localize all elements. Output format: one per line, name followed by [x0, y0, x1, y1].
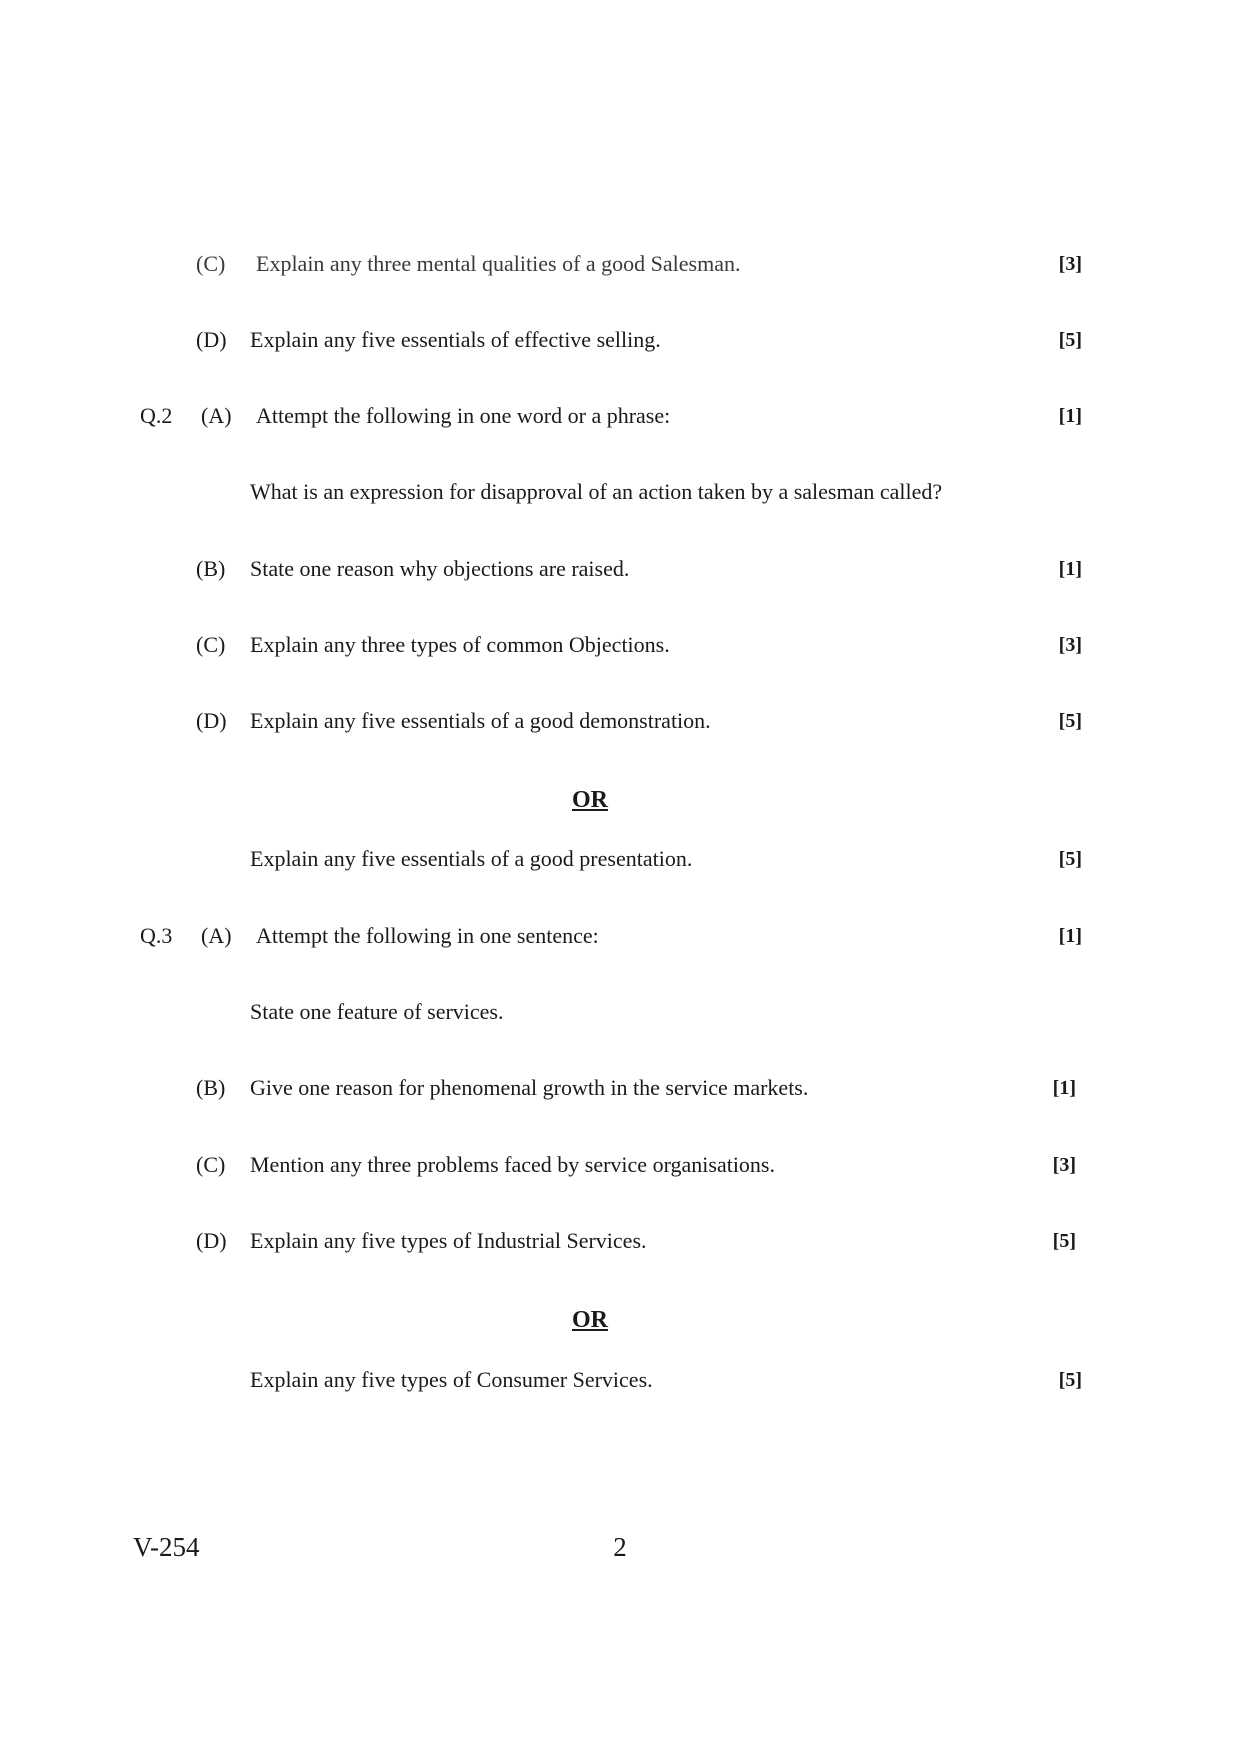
- part-label: (D): [196, 708, 227, 733]
- part-label: (D): [196, 1228, 227, 1253]
- marks: [1]: [1058, 558, 1082, 580]
- marks: [5]: [1052, 1230, 1076, 1252]
- part-label: (C): [196, 632, 226, 657]
- question-text: Explain any five types of Consumer Services.: [250, 1367, 653, 1392]
- question-3c: [0, 1145, 1240, 1185]
- question-text: State one reason why objections are raised.: [250, 556, 630, 581]
- question-text: Explain any five types of Industrial Services.: [250, 1228, 647, 1253]
- question-2d-alt: [0, 839, 1240, 879]
- part-label: (B): [196, 556, 226, 581]
- marks: [5]: [1058, 710, 1082, 732]
- marks: [5]: [1058, 848, 1082, 870]
- question-3d: [0, 1221, 1240, 1261]
- question-text: Explain any five essentials of a good demonstration.: [250, 708, 711, 733]
- marks: [1]: [1058, 925, 1082, 947]
- question-2b: [0, 549, 1240, 589]
- question-text: Attempt the following in one word or a phrase:: [256, 403, 671, 428]
- question-text: Explain any five essentials of a good presentation.: [250, 846, 693, 871]
- part-label: (B): [196, 1075, 226, 1100]
- question-2d: [0, 701, 1240, 741]
- question-text: Explain any five essentials of effective selling.: [250, 327, 661, 352]
- question-text: Explain any three types of common Objections.: [250, 632, 670, 657]
- question-text: What is an expression for disapproval of an action taken by a salesman called?: [250, 479, 943, 504]
- question-text: Attempt the following in one sentence:: [256, 923, 599, 948]
- marks: [1]: [1058, 405, 1082, 427]
- part-label: (C): [196, 1152, 226, 1177]
- question-1d: [0, 320, 1240, 360]
- or-heading: OR: [572, 1307, 608, 1333]
- marks: [1]: [1052, 1077, 1076, 1099]
- question-text: Give one reason for phenomenal growth in the service markets.: [250, 1075, 809, 1100]
- question-text: State one feature of services.: [250, 999, 504, 1024]
- question-3d-alt: [0, 1360, 1240, 1400]
- question-2c: [0, 625, 1240, 665]
- part-label: (C): [196, 251, 226, 276]
- question-2a-sub: [0, 472, 1240, 512]
- question-3b: [0, 1068, 1240, 1108]
- question-3a: [0, 916, 1240, 956]
- part-label: (D): [196, 327, 227, 352]
- question-number: Q.3: [140, 923, 173, 948]
- question-2a: [0, 396, 1240, 436]
- marks: [3]: [1058, 634, 1082, 656]
- marks: [5]: [1058, 329, 1082, 351]
- marks: [3]: [1052, 1154, 1076, 1176]
- paper-code: V-254: [133, 1532, 200, 1562]
- or-heading: OR: [572, 787, 608, 813]
- part-label: (A): [201, 403, 232, 428]
- question-3a-sub: [0, 992, 1240, 1032]
- marks: [3]: [1058, 253, 1082, 275]
- question-1c: [0, 244, 1240, 284]
- question-text: Mention any three problems faced by service organisations.: [250, 1152, 775, 1177]
- marks: [5]: [1058, 1369, 1082, 1391]
- question-number: Q.2: [140, 403, 173, 428]
- question-text: Explain any three mental qualities of a good Salesman.: [256, 251, 741, 276]
- page-number: 2: [613, 1532, 627, 1562]
- part-label: (A): [201, 923, 232, 948]
